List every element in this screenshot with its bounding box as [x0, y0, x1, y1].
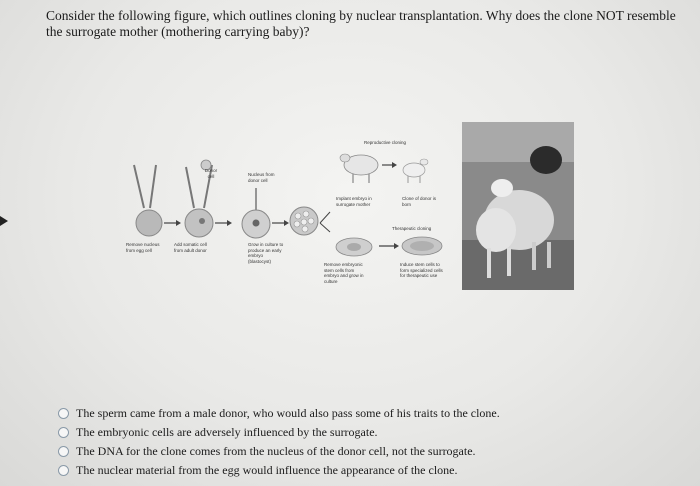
label-add-somatic-cell: Add somatic cell from adult donor	[174, 242, 207, 253]
label-therapeutic-cloning: Therapeutic cloning	[392, 226, 432, 231]
pipette-icon	[134, 165, 156, 208]
answer-option-label: The DNA for the clone comes from the nucleus of the donor cell, not the surrogate.	[76, 444, 476, 458]
label-induce-stem-cells: Induce stem cells to form specialized cells for therapeutic use	[400, 262, 443, 278]
answer-option-2[interactable]	[58, 423, 678, 442]
label-remove-stem-cells: Remove embryonic stem cells from embryo and grow in culture	[324, 262, 364, 284]
radio-button[interactable]	[58, 465, 69, 476]
question-text: Consider the following figure, which outlines cloning by nuclear transplantation. Why does the clone NOT resemble the surrogate mother (mothering carrying baby)?	[46, 8, 676, 39]
radio-button[interactable]	[58, 408, 69, 419]
egg-cell-icon	[185, 209, 213, 237]
answer-option-4[interactable]	[58, 461, 678, 480]
label-remove-nucleus: Remove nucleus from egg cell	[126, 242, 160, 253]
answer-option-3[interactable]	[58, 442, 678, 461]
lamb-icon	[403, 159, 428, 183]
label-grow-in-culture: Grow in culture to produce an early embryo (blastocyst)	[248, 242, 284, 264]
label-nucleus-from-donor: Nucleus from donor cell	[248, 172, 275, 183]
egg-cell-icon	[136, 210, 162, 236]
sheep-photo	[462, 122, 574, 290]
answer-option-label: The embryonic cells are adversely influenced by the surrogate.	[76, 425, 378, 439]
answer-option-1[interactable]	[58, 404, 678, 423]
label-reproductive-cloning: Reproductive cloning	[364, 140, 407, 145]
answer-options	[58, 404, 678, 480]
mouse-cursor-icon	[0, 216, 8, 226]
radio-button[interactable]	[58, 427, 69, 438]
cloning-figure	[124, 120, 576, 292]
blastocyst-icon	[290, 207, 318, 235]
radio-button[interactable]	[58, 446, 69, 457]
label-implant-embryo: Implant embryo in surrogate mother	[336, 196, 372, 207]
label-clone-born: Clone of donor is born	[402, 196, 437, 207]
answer-option-label: The nuclear material from the egg would influence the appearance of the clone.	[76, 463, 458, 477]
answer-option-label: The sperm came from a male donor, who would also pass some of his traits to the clone.	[76, 406, 500, 420]
label-donor-cell: Donor cell	[204, 168, 218, 179]
sheep-icon	[340, 154, 378, 183]
